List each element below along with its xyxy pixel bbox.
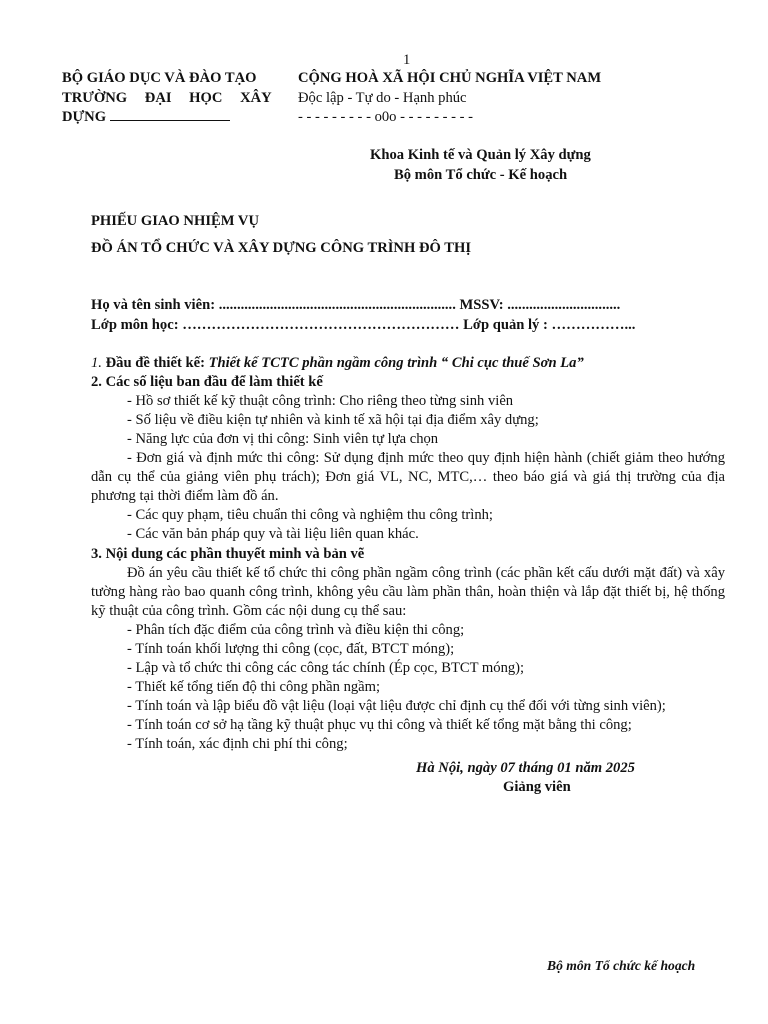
section-3-heading: 3. Nội dung các phần thuyết minh và bản vẽ xyxy=(91,546,365,562)
department-name: Bộ môn Tổ chức - Kế hoạch xyxy=(394,167,568,183)
national-title: CỘNG HOÀ XÃ HỘI CHỦ NGHĨA VIỆT NAM xyxy=(298,70,602,86)
university-name-line2-text: DỰNG xyxy=(62,109,107,125)
section-1-label: Đầu đề thiết kế: xyxy=(105,355,205,371)
faculty-name: Khoa Kinh tế và Quản lý Xây dựng xyxy=(370,147,591,163)
section-1-value: Thiết kế TCTC phần ngầm công trình “ Chi cục thuế Sơn La” xyxy=(208,355,584,371)
ministry-name: BỘ GIÁO DỤC VÀ ĐÀO TẠO xyxy=(62,70,257,86)
list-item: - Đơn giá và định mức thi công: Sử dụng định mức theo quy định hiện hành (chiết giảm theo hướng dẫn cụ thể của giảng viên phụ trách); Đơn giá VL, NC, MTC,… theo báo giá và giá thị trường của địa phương tại thời điểm làm đồ án. xyxy=(91,450,725,504)
list-item: - Các văn bản pháp quy và tài liệu liên quan khác. xyxy=(127,526,419,542)
list-item: - Lập và tổ chức thi công các công tác chính (Ép cọc, BTCT móng); xyxy=(127,660,525,676)
university-name-line2 xyxy=(62,108,230,127)
list-item: - Các quy phạm, tiêu chuẩn thi công và nghiệm thu công trình; xyxy=(127,507,493,523)
list-item: - Số liệu về điều kiện tự nhiên và kinh tế xã hội tại địa điểm xây dựng; xyxy=(127,412,539,428)
university-name-line1: TRƯỜNG ĐẠI HỌC XÂY xyxy=(62,90,272,106)
department-signature: Bộ môn Tổ chức kế hoạch xyxy=(547,958,696,973)
place-and-date: Hà Nội, ngày 07 tháng 01 năm 2025 xyxy=(416,760,635,776)
section-3 xyxy=(91,545,725,754)
underline-rule xyxy=(110,108,230,121)
list-item: - Tính toán khối lượng thi công (cọc, đất, BTCT móng); xyxy=(127,641,455,657)
national-motto: Độc lập - Tự do - Hạnh phúc xyxy=(298,90,467,106)
lecturer-label: Giảng viên xyxy=(503,779,571,795)
section-2-heading: 2. Các số liệu ban đầu để làm thiết kế xyxy=(91,374,323,390)
list-item: - Tính toán cơ sở hạ tầng kỹ thuật phục vụ thi công và thiết kế tổng mặt bằng thi công; xyxy=(127,717,632,733)
section-1 xyxy=(91,354,584,373)
list-item: - Tính toán, xác định chi phí thi công; xyxy=(127,736,348,752)
list-item: - Hồ sơ thiết kế kỹ thuật công trình: Cho riêng theo từng sinh viên xyxy=(127,393,514,409)
decorative-separator: - - - - - - - - - o0o - - - - - - - - - xyxy=(298,109,474,125)
page-number: 1 xyxy=(403,52,411,68)
document-title: PHIẾU GIAO NHIỆM VỤ xyxy=(91,213,259,229)
project-title: ĐỒ ÁN TỔ CHỨC VÀ XÂY DỰNG CÔNG TRÌNH ĐÔ THỊ xyxy=(91,240,472,256)
list-item: - Tính toán và lập biểu đồ vật liệu (loại vật liệu được chỉ định cụ thể đối với từng sinh viên); xyxy=(127,698,666,714)
section-2 xyxy=(91,373,725,544)
list-item: - Phân tích đặc điểm của công trình và điều kiện thi công; xyxy=(127,622,465,638)
section-1-number: 1. xyxy=(91,355,102,371)
list-item: - Thiết kế tổng tiến độ thi công phần ngầm; xyxy=(127,679,381,695)
list-item: - Năng lực của đơn vị thi công: Sinh viên tự lựa chọn xyxy=(127,431,439,447)
section-3-intro: Đồ án yêu cầu thiết kế tổ chức thi công phần ngầm công trình (các phần kết cấu dưới mặt đất) và xây tường hàng rào bao quanh công trình, không yêu cầu làm phần thân, hoàn thiện và lắp đặt thiết bị, hệ thống kỹ thuật của công trình. Gồm các nội dung cụ thể sau: xyxy=(91,565,725,619)
student-name-line: Họ và tên sinh viên: ................................................................. MSSV: ............................... xyxy=(91,297,621,313)
class-line: Lớp môn học: ………………………………………………… Lớp quản lý : ……………... xyxy=(91,317,636,333)
